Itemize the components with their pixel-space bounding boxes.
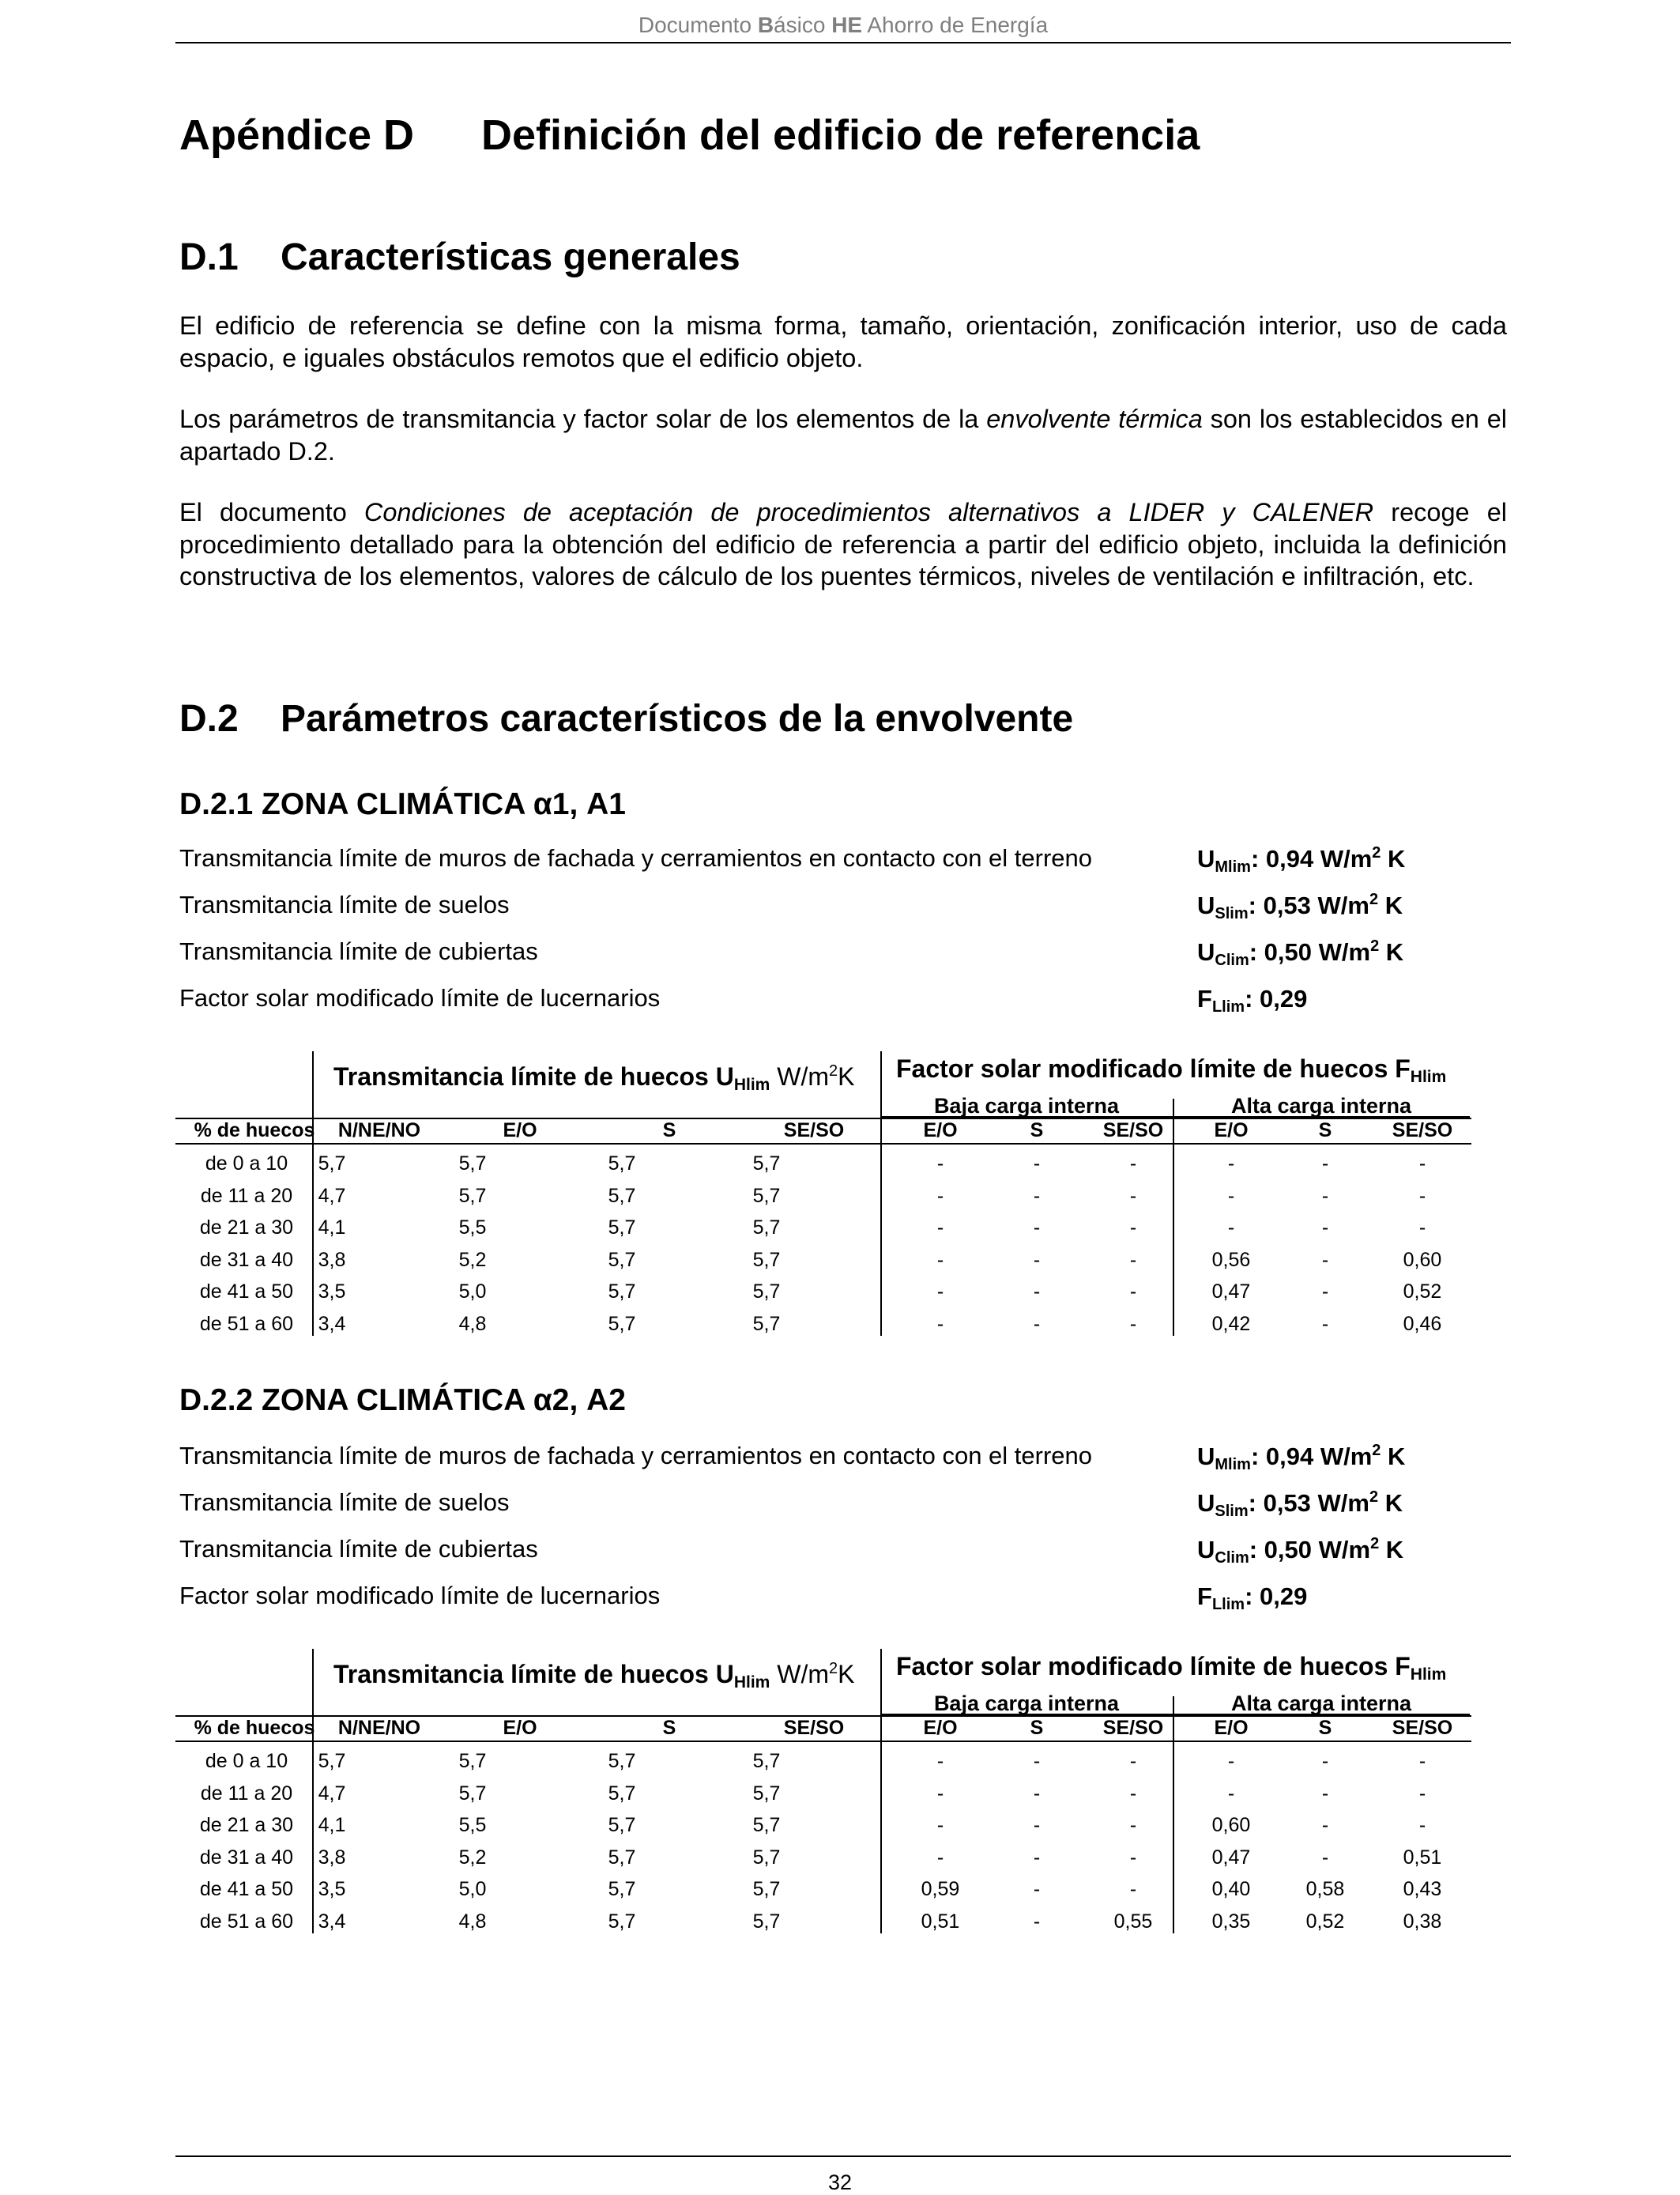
table-cell: 0,55 bbox=[1113, 1910, 1153, 1933]
limit-number: : 0,53 W/m bbox=[1248, 892, 1369, 919]
table-cell: - bbox=[1227, 1782, 1235, 1805]
limit-number: : 0,53 W/m bbox=[1248, 1489, 1369, 1517]
table-cell: - bbox=[1321, 1248, 1329, 1271]
limit-subscript: Slim bbox=[1215, 905, 1249, 922]
table-cell: - bbox=[936, 1782, 944, 1805]
limit-superscript: 2 bbox=[1372, 844, 1381, 862]
caption-unit-k: K bbox=[838, 1660, 855, 1688]
low-internal-load-label: Baja carga interna bbox=[933, 1692, 1120, 1715]
limit-row bbox=[179, 1527, 1515, 1574]
column-header: S bbox=[662, 1717, 676, 1739]
row-label: de 31 a 40 bbox=[199, 1248, 294, 1271]
page-number: 32 bbox=[827, 2170, 853, 2194]
column-header: E/O bbox=[1214, 1119, 1249, 1141]
limit-subscript: Clim bbox=[1215, 952, 1249, 969]
table-cell: - bbox=[1129, 1152, 1137, 1175]
table-cell: 5,7 bbox=[608, 1248, 636, 1271]
table-cell: 5,7 bbox=[752, 1184, 781, 1207]
table-cell: 5,5 bbox=[458, 1814, 487, 1836]
row-label: de 21 a 30 bbox=[199, 1216, 294, 1239]
limit-number: : 0,50 W/m bbox=[1249, 938, 1371, 966]
table-cell: - bbox=[1129, 1782, 1137, 1805]
column-header: SE/SO bbox=[1102, 1717, 1164, 1739]
column-header: E/O bbox=[1214, 1717, 1249, 1739]
table-cell: - bbox=[1321, 1216, 1329, 1239]
table-cell: - bbox=[936, 1184, 944, 1207]
table-cell: - bbox=[1129, 1814, 1137, 1836]
row-label: de 41 a 50 bbox=[199, 1878, 294, 1900]
section-d1-heading bbox=[179, 236, 740, 279]
low-internal-load-label: Baja carga interna bbox=[933, 1094, 1120, 1118]
table-horizontal-rule bbox=[175, 1741, 1471, 1742]
row-label: de 0 a 10 bbox=[205, 1750, 288, 1772]
limit-subscript: Llim bbox=[1211, 1596, 1245, 1613]
limit-value bbox=[1197, 891, 1403, 923]
limit-value bbox=[1197, 844, 1405, 877]
table-cell: - bbox=[1033, 1782, 1041, 1805]
table-cell: 5,2 bbox=[458, 1248, 487, 1271]
limit-subscript: Mlim bbox=[1215, 1456, 1251, 1473]
limit-superscript: 2 bbox=[1370, 937, 1380, 955]
table-cell: - bbox=[1129, 1846, 1137, 1869]
transmittance-caption bbox=[333, 1062, 854, 1095]
table-cell: 4,7 bbox=[318, 1184, 346, 1207]
table-cell: - bbox=[1129, 1248, 1137, 1271]
table-cell: 0,42 bbox=[1211, 1312, 1251, 1335]
column-header: % de huecos bbox=[194, 1717, 315, 1739]
table-cell: 0,51 bbox=[1403, 1846, 1442, 1869]
table-cell: 5,7 bbox=[752, 1782, 781, 1805]
caption-subscript: Hlim bbox=[733, 1076, 770, 1094]
table-cell: - bbox=[1129, 1878, 1137, 1900]
table-cell: - bbox=[1033, 1184, 1041, 1207]
table-cell: 5,7 bbox=[752, 1312, 781, 1335]
appendix-label: Apéndice D bbox=[179, 111, 415, 159]
caption-subscript: Hlim bbox=[1410, 1665, 1447, 1684]
table-cell: - bbox=[1033, 1152, 1041, 1175]
table-cell: - bbox=[1129, 1280, 1137, 1303]
table-cell: 5,7 bbox=[752, 1910, 781, 1933]
row-label: de 51 a 60 bbox=[199, 1312, 294, 1335]
caption-unit: W/m bbox=[770, 1062, 829, 1091]
zone-1-limits bbox=[179, 836, 1515, 1023]
column-header: E/O bbox=[503, 1717, 537, 1739]
table-cell: - bbox=[1321, 1312, 1329, 1335]
solar-factor-caption bbox=[896, 1054, 1446, 1087]
table-cell: - bbox=[1321, 1750, 1329, 1772]
column-header: E/O bbox=[923, 1717, 958, 1739]
table-cell: 0,56 bbox=[1211, 1248, 1251, 1271]
column-header: SE/SO bbox=[1392, 1119, 1453, 1141]
table-cell: 4,8 bbox=[458, 1312, 487, 1335]
column-header: % de huecos bbox=[194, 1119, 315, 1141]
table-cell: - bbox=[1033, 1846, 1041, 1869]
limit-symbol: F bbox=[1197, 985, 1212, 1013]
table-cell: 5,7 bbox=[752, 1152, 781, 1175]
table-cell: 0,51 bbox=[921, 1910, 960, 1933]
table-cell: 5,7 bbox=[608, 1216, 636, 1239]
table-cell: - bbox=[1227, 1152, 1235, 1175]
caption-superscript: 2 bbox=[828, 1660, 838, 1677]
table-cell: - bbox=[1418, 1782, 1426, 1805]
table-cell: 5,7 bbox=[752, 1846, 781, 1869]
paragraph-3: El documento Condiciones de aceptación de procedimientos alternativos a LIDER y CALENER recoge el procedimiento detallado para la obtención del edificio de referencia a partir del edificio objeto, incluida la definición constructiva de los elementos, valores de cálculo de los puentes térmicos, niveles de ventilación e infiltración, etc. bbox=[179, 498, 1507, 590]
table-cell: - bbox=[1033, 1280, 1041, 1303]
table-cell: 0,35 bbox=[1211, 1910, 1251, 1933]
table-cell: 5,7 bbox=[752, 1878, 781, 1900]
caption-superscript: 2 bbox=[828, 1062, 838, 1080]
table-cell: - bbox=[1321, 1280, 1329, 1303]
limit-superscript: 2 bbox=[1370, 1535, 1380, 1552]
table-cell: - bbox=[936, 1312, 944, 1335]
limit-number: : 0,50 W/m bbox=[1249, 1536, 1371, 1563]
table-cell: - bbox=[1033, 1910, 1041, 1933]
limit-symbol: U bbox=[1197, 1489, 1215, 1517]
table-cell: - bbox=[1129, 1312, 1137, 1335]
table-cell: 5,0 bbox=[458, 1280, 487, 1303]
table-cell: - bbox=[1227, 1750, 1235, 1772]
table-cell: 5,7 bbox=[318, 1152, 346, 1175]
limit-description: Transmitancia límite de muros de fachada y cerramientos en contacto con el terreno bbox=[179, 844, 1093, 872]
table-cell: 5,7 bbox=[608, 1846, 636, 1869]
limit-number: : 0,29 bbox=[1245, 1582, 1308, 1610]
table-cell: - bbox=[936, 1248, 944, 1271]
limit-value bbox=[1197, 1488, 1403, 1521]
limit-symbol: U bbox=[1197, 1443, 1215, 1470]
table-cell: 0,47 bbox=[1211, 1280, 1251, 1303]
limit-unit: K bbox=[1381, 845, 1406, 873]
running-header: Documento Básico HE Ahorro de Energía bbox=[638, 13, 1049, 37]
table-cell: 0,52 bbox=[1305, 1910, 1345, 1933]
row-label: de 51 a 60 bbox=[199, 1910, 294, 1933]
table-cell: - bbox=[1033, 1248, 1041, 1271]
row-label: de 0 a 10 bbox=[205, 1152, 288, 1175]
table-cell: - bbox=[1321, 1782, 1329, 1805]
row-label: de 11 a 20 bbox=[200, 1782, 293, 1805]
table-cell: 0,58 bbox=[1305, 1878, 1345, 1900]
table-cell: 4,7 bbox=[318, 1782, 346, 1805]
high-internal-load-label: Alta carga interna bbox=[1230, 1094, 1412, 1118]
table-cell: - bbox=[1418, 1750, 1426, 1772]
table-cell: 4,8 bbox=[458, 1910, 487, 1933]
row-label: de 11 a 20 bbox=[200, 1184, 293, 1207]
table-cell: 0,40 bbox=[1211, 1878, 1251, 1900]
zone-2-heading: D.2.2 ZONA CLIMÁTICA α2, A2 bbox=[179, 1383, 626, 1417]
table-cell: 5,5 bbox=[458, 1216, 487, 1239]
table-cell: 3,5 bbox=[318, 1878, 346, 1900]
table-cell: 0,46 bbox=[1403, 1312, 1442, 1335]
table-cell: 5,7 bbox=[458, 1184, 487, 1207]
caption-unit-k: K bbox=[838, 1062, 855, 1091]
table-cell: 4,1 bbox=[318, 1216, 346, 1239]
appendix-heading bbox=[179, 111, 1200, 160]
table-cell: 3,5 bbox=[318, 1280, 346, 1303]
limit-description: Factor solar modificado límite de lucernarios bbox=[179, 984, 661, 1012]
table-cell: - bbox=[936, 1152, 944, 1175]
table-cell: - bbox=[936, 1280, 944, 1303]
table-cell: - bbox=[1033, 1750, 1041, 1772]
caption-subscript: Hlim bbox=[733, 1673, 770, 1692]
table-cell: - bbox=[1418, 1152, 1426, 1175]
column-header: N/NE/NO bbox=[337, 1119, 421, 1141]
limit-symbol: U bbox=[1197, 938, 1215, 966]
footer-rule bbox=[175, 2155, 1511, 2157]
limit-unit: K bbox=[1378, 892, 1403, 919]
limit-value bbox=[1197, 984, 1307, 1016]
zone-2-table bbox=[175, 1649, 1471, 1933]
table-cell: 5,7 bbox=[752, 1814, 781, 1836]
table-cell: 5,7 bbox=[752, 1750, 781, 1772]
table-cell: 5,7 bbox=[608, 1814, 636, 1836]
limit-unit: K bbox=[1379, 938, 1404, 966]
column-header: SE/SO bbox=[1102, 1119, 1164, 1141]
column-header: SE/SO bbox=[783, 1717, 845, 1739]
table-cell: 0,43 bbox=[1403, 1878, 1442, 1900]
table-cell: 0,38 bbox=[1403, 1910, 1442, 1933]
limit-unit: K bbox=[1379, 1536, 1404, 1563]
limit-subscript: Llim bbox=[1211, 998, 1245, 1016]
table-cell: - bbox=[936, 1750, 944, 1772]
column-header: S bbox=[1030, 1717, 1044, 1739]
table-cell: 0,60 bbox=[1403, 1248, 1442, 1271]
zone-1-heading: D.2.1 ZONA CLIMÁTICA α1, A1 bbox=[179, 787, 626, 821]
limit-value bbox=[1197, 1582, 1307, 1614]
table-cell: - bbox=[1033, 1814, 1041, 1836]
table-cell: - bbox=[1321, 1814, 1329, 1836]
appendix-title: Definición del edificio de referencia bbox=[481, 111, 1200, 159]
header-rule bbox=[175, 42, 1511, 43]
table-cell: 0,59 bbox=[921, 1878, 960, 1900]
limit-symbol: U bbox=[1197, 845, 1215, 873]
limit-description: Transmitancia límite de cubiertas bbox=[179, 1535, 538, 1563]
column-header: E/O bbox=[503, 1119, 537, 1141]
limit-row bbox=[179, 930, 1515, 976]
limit-row bbox=[179, 1434, 1515, 1480]
caption-text: Transmitancia límite de huecos U bbox=[333, 1660, 734, 1688]
table-cell: - bbox=[1129, 1216, 1137, 1239]
limit-row bbox=[179, 976, 1515, 1023]
limit-row bbox=[179, 1574, 1515, 1620]
section-d2-heading bbox=[179, 697, 1074, 741]
table-cell: - bbox=[1033, 1216, 1041, 1239]
limit-number: : 0,94 W/m bbox=[1250, 1443, 1373, 1470]
table-cell: - bbox=[1227, 1184, 1235, 1207]
table-cell: 3,8 bbox=[318, 1248, 346, 1271]
column-header: SE/SO bbox=[1392, 1717, 1453, 1739]
table-cell: 5,7 bbox=[752, 1280, 781, 1303]
table-cell: - bbox=[1418, 1184, 1426, 1207]
table-cell: 5,7 bbox=[752, 1248, 781, 1271]
table-cell: - bbox=[936, 1846, 944, 1869]
table-cell: 0,60 bbox=[1211, 1814, 1251, 1836]
table-cell: 5,2 bbox=[458, 1846, 487, 1869]
limit-superscript: 2 bbox=[1369, 1488, 1379, 1506]
table-cell: 3,4 bbox=[318, 1910, 346, 1933]
zone-1-table bbox=[175, 1051, 1471, 1336]
limit-subscript: Clim bbox=[1215, 1549, 1249, 1567]
table-cell: 5,7 bbox=[458, 1152, 487, 1175]
table-cell: 5,7 bbox=[752, 1216, 781, 1239]
limit-description: Transmitancia límite de cubiertas bbox=[179, 937, 538, 965]
caption-text: Transmitancia límite de huecos U bbox=[333, 1062, 734, 1091]
table-cell: 5,7 bbox=[608, 1312, 636, 1335]
table-cell: 5,7 bbox=[608, 1184, 636, 1207]
limit-symbol: U bbox=[1197, 1536, 1215, 1563]
table-cell: - bbox=[1129, 1184, 1137, 1207]
limit-superscript: 2 bbox=[1369, 891, 1379, 908]
caption-text: Factor solar modificado límite de huecos F bbox=[896, 1652, 1411, 1680]
table-horizontal-rule bbox=[175, 1143, 1471, 1145]
table-cell: 5,7 bbox=[608, 1782, 636, 1805]
table-cell: 3,8 bbox=[318, 1846, 346, 1869]
table-cell: - bbox=[1321, 1184, 1329, 1207]
table-cell: 5,7 bbox=[608, 1750, 636, 1772]
table-cell: - bbox=[1227, 1216, 1235, 1239]
limit-symbol: F bbox=[1197, 1582, 1212, 1610]
table-cell: - bbox=[1418, 1216, 1426, 1239]
limit-row bbox=[179, 836, 1515, 883]
limit-row bbox=[179, 883, 1515, 930]
limit-unit: K bbox=[1381, 1443, 1406, 1470]
table-cell: 5,0 bbox=[458, 1878, 487, 1900]
table-cell: 5,7 bbox=[608, 1152, 636, 1175]
table-cell: - bbox=[1321, 1152, 1329, 1175]
limit-unit: K bbox=[1378, 1489, 1403, 1517]
caption-text: Factor solar modificado límite de huecos F bbox=[896, 1054, 1411, 1083]
table-cell: 5,7 bbox=[608, 1910, 636, 1933]
table-cell: - bbox=[1033, 1312, 1041, 1335]
column-header: S bbox=[662, 1119, 676, 1141]
table-cell: 5,7 bbox=[608, 1280, 636, 1303]
limit-number: : 0,94 W/m bbox=[1250, 845, 1373, 873]
column-header: S bbox=[1030, 1119, 1044, 1141]
paragraph-2: Los parámetros de transmitancia y factor solar de los elementos de la envolvente térmica son los establecidos en el apartado D.2. bbox=[179, 405, 1507, 466]
caption-subscript: Hlim bbox=[1410, 1068, 1447, 1086]
table-cell: - bbox=[1129, 1750, 1137, 1772]
limit-description: Transmitancia límite de muros de fachada y cerramientos en contacto con el terreno bbox=[179, 1442, 1093, 1469]
column-header: S bbox=[1318, 1119, 1332, 1141]
limit-symbol: U bbox=[1197, 892, 1215, 919]
transmittance-caption bbox=[333, 1660, 854, 1692]
column-header: SE/SO bbox=[783, 1119, 845, 1141]
column-header: S bbox=[1318, 1717, 1332, 1739]
limit-row bbox=[179, 1480, 1515, 1527]
row-label: de 41 a 50 bbox=[199, 1280, 294, 1303]
zone-2-limits bbox=[179, 1434, 1515, 1620]
table-cell: - bbox=[936, 1814, 944, 1836]
limit-value bbox=[1197, 937, 1403, 970]
solar-factor-caption bbox=[896, 1652, 1446, 1684]
limit-number: : 0,29 bbox=[1245, 985, 1308, 1013]
table-cell: - bbox=[1033, 1878, 1041, 1900]
section-title: Características generales bbox=[281, 236, 740, 278]
limit-value bbox=[1197, 1535, 1403, 1567]
table-cell: - bbox=[1418, 1814, 1426, 1836]
table-cell: 5,7 bbox=[458, 1782, 487, 1805]
table-cell: 4,1 bbox=[318, 1814, 346, 1836]
section-title: Parámetros característicos de la envolvente bbox=[281, 698, 1074, 740]
table-cell: - bbox=[936, 1216, 944, 1239]
column-header: E/O bbox=[923, 1119, 958, 1141]
limit-superscript: 2 bbox=[1372, 1442, 1381, 1459]
limit-subscript: Slim bbox=[1215, 1503, 1249, 1520]
row-label: de 21 a 30 bbox=[199, 1814, 294, 1836]
table-cell: 0,47 bbox=[1211, 1846, 1251, 1869]
limit-value bbox=[1197, 1442, 1405, 1474]
limit-description: Transmitancia límite de suelos bbox=[179, 891, 510, 918]
limit-subscript: Mlim bbox=[1215, 858, 1251, 876]
table-cell: 5,7 bbox=[318, 1750, 346, 1772]
limit-description: Transmitancia límite de suelos bbox=[179, 1488, 510, 1516]
row-label: de 31 a 40 bbox=[199, 1846, 294, 1869]
caption-unit: W/m bbox=[770, 1660, 829, 1688]
table-cell: 5,7 bbox=[608, 1878, 636, 1900]
limit-description: Factor solar modificado límite de lucernarios bbox=[179, 1582, 661, 1609]
table-cell: - bbox=[1321, 1846, 1329, 1869]
section-number: D.2 bbox=[179, 698, 239, 740]
section-number: D.1 bbox=[179, 236, 239, 278]
high-internal-load-label: Alta carga interna bbox=[1230, 1692, 1412, 1715]
table-cell: 3,4 bbox=[318, 1312, 346, 1335]
column-header: N/NE/NO bbox=[337, 1717, 421, 1739]
paragraph-1: El edificio de referencia se define con la misma forma, tamaño, orientación, zonificación interior, uso de cada espacio, e iguales obstáculos remotos que el edificio objeto. bbox=[179, 311, 1507, 372]
table-cell: 0,52 bbox=[1403, 1280, 1442, 1303]
table-cell: 5,7 bbox=[458, 1750, 487, 1772]
